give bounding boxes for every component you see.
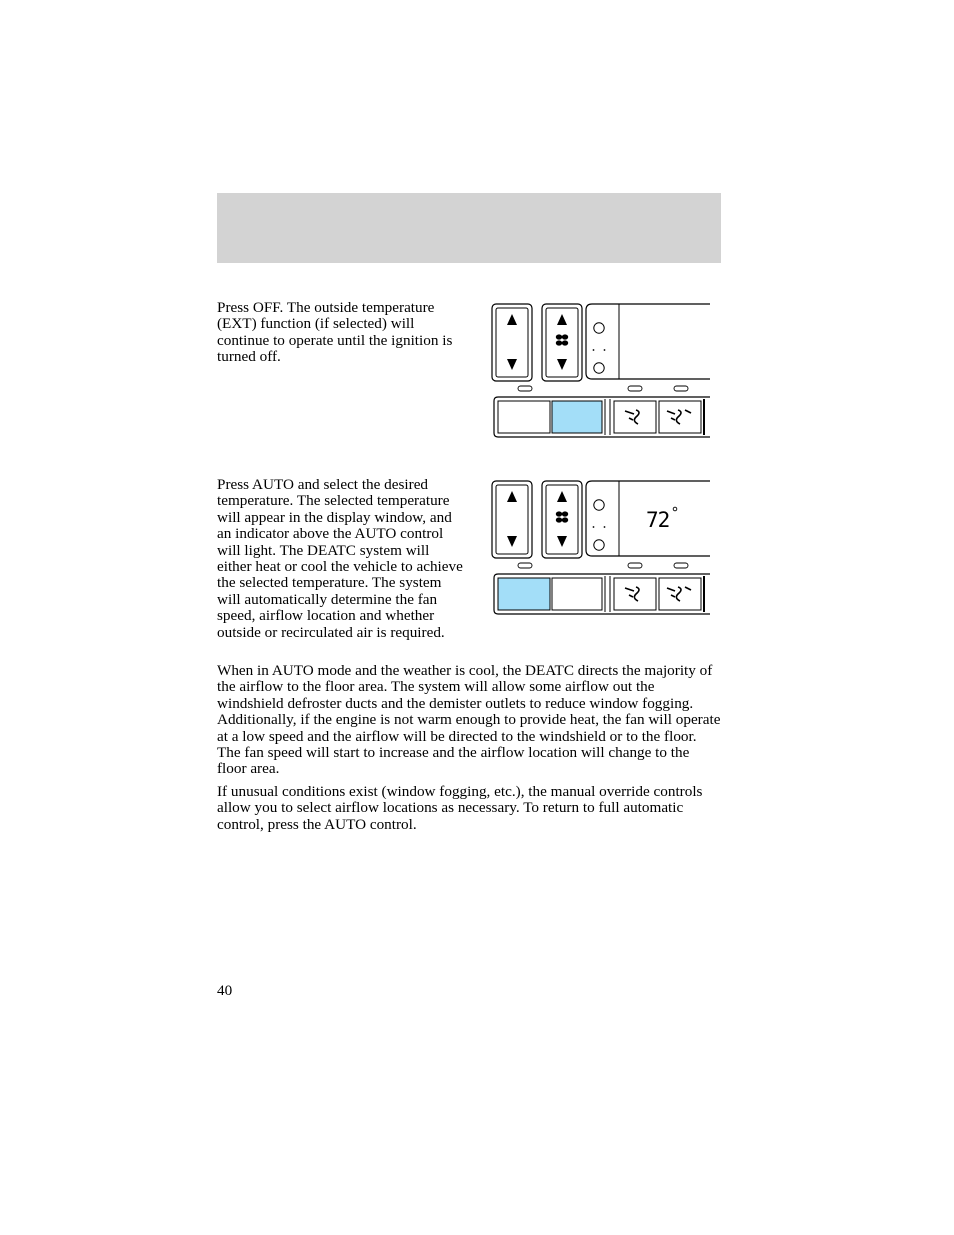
indicator-light-lower xyxy=(594,540,604,550)
mode-indicator-led xyxy=(674,386,688,391)
panel-airflow-button[interactable] xyxy=(614,401,656,433)
off-button[interactable] xyxy=(552,578,602,610)
auto-button[interactable] xyxy=(498,578,550,610)
indicator-light-upper xyxy=(594,323,604,333)
auto-instruction-text: Press AUTO and select the desired temperature. The selected temperature will appear in the display window, and an indicator above the AUTO control will light. The DEATC system will either heat or cool the vehicle to achieve the selected temperature. The system will automatically determine the fan speed, airflow location and whether outside or recirculated air is required. xyxy=(217,476,463,641)
mode-indicator-led xyxy=(628,563,642,568)
fan-speed-rocker[interactable] xyxy=(542,304,582,381)
off-instruction-text: Press OFF. The outside temperature (EXT) function (if selected) will continue to operate until the ignition is turned off. xyxy=(217,299,453,366)
temperature-rocker[interactable] xyxy=(492,304,532,381)
display-temperature: 72 xyxy=(646,508,670,532)
auto-indicator-led xyxy=(518,386,532,391)
indicator-light-upper xyxy=(594,500,604,510)
indicator-light-lower xyxy=(594,363,604,373)
page-number: 40 xyxy=(217,982,233,999)
panel-floor-button[interactable] xyxy=(659,401,701,433)
cool-weather-text: When in AUTO mode and the weather is cool, the DEATC directs the majority of the airflow to the floor area. The system will allow some airflow out the windshield defroster ducts and the demister outlets to reduce window fogging. Additionally, if the engine is not warm enough to provide heat, the fan will operate at a low speed and the airflow will be directed to the windshield or to the floor. The fan speed will start to increase and the airflow location will change to the floor area. xyxy=(217,662,721,778)
fan-speed-rocker[interactable] xyxy=(542,481,582,558)
panel-airflow-button[interactable] xyxy=(614,578,656,610)
auto-button[interactable] xyxy=(498,401,550,433)
mode-indicator-led xyxy=(674,563,688,568)
panel-floor-button[interactable] xyxy=(659,578,701,610)
section-header-band xyxy=(217,193,721,263)
mode-indicator-led xyxy=(628,386,642,391)
display-window xyxy=(586,481,710,556)
override-text: If unusual conditions exist (window fogging, etc.), the manual override controls allow you to select airflow locations as necessary. To return to full automatic control, press the AUTO control. xyxy=(217,783,703,833)
display-window xyxy=(586,304,710,379)
temperature-rocker[interactable] xyxy=(492,481,532,558)
climate-panel-auto xyxy=(490,479,710,619)
auto-indicator-led xyxy=(518,563,532,568)
climate-panel-off xyxy=(490,302,710,442)
off-button[interactable] xyxy=(552,401,602,433)
